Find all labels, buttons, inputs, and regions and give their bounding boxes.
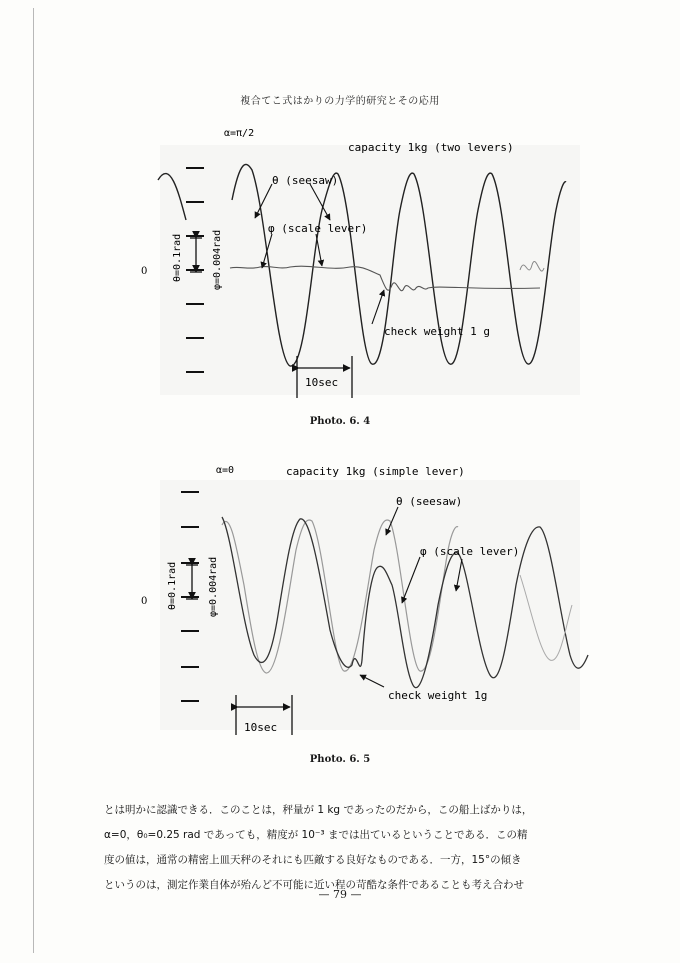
capacity-label: capacity 1kg (simple lever) <box>286 465 465 478</box>
phi-scale-label: φ=0.004rad <box>208 556 219 617</box>
scale-lever-annotation: φ (scale lever) <box>268 222 368 235</box>
body-paragraph <box>104 798 624 898</box>
time-scale-label: 10sec <box>244 721 278 734</box>
figure-photo-6-5 <box>0 455 680 755</box>
capacity-label: capacity 1kg (two levers) <box>348 141 514 154</box>
running-header: 複合てこ式はかりの力学的研究とその応用 <box>240 96 440 107</box>
zero-label: 0 <box>141 596 148 607</box>
zero-label: 0 <box>141 266 148 277</box>
phi-scale-label: φ=0.004rad <box>212 229 223 290</box>
alpha-label: α=π/2 <box>224 128 255 139</box>
check-weight-annotation: check weight 1g <box>388 689 488 702</box>
caption-photo-6-5: Photo. 6. 5 <box>309 754 371 765</box>
body-line: というのは，測定作業自体が殆んど不可能に近い程の苛酷な条件であることも考え合わせ <box>104 879 524 891</box>
body-line: 度の値は，通常の精密上皿天秤のそれにも匹敵する良好なものである．一方，15°の傾き <box>104 854 522 866</box>
seesaw-annotation: θ (seesaw) <box>272 174 339 187</box>
alpha-label: α=0 <box>216 465 235 476</box>
scale-lever-annotation: φ (scale lever) <box>420 545 520 558</box>
page-number: — 79 — <box>318 888 362 901</box>
check-weight-annotation: check weight 1 g <box>384 325 490 338</box>
caption-photo-6-4: Photo. 6. 4 <box>309 416 371 427</box>
photo-background <box>160 480 580 730</box>
theta-scale-label: θ=0.1rad <box>172 233 183 282</box>
oscilloscope-trace-photo-6-4 <box>0 120 680 420</box>
oscilloscope-trace-photo-6-5 <box>0 455 680 755</box>
body-line: α=0，θ₀=0.25 rad であっても，精度が 10⁻³ までは出ているということである．この精 <box>104 829 528 841</box>
body-line: とは明かに認識できる．このことは，秤量が 1 kg であったのだから，この船上ばかりは， <box>104 804 533 816</box>
theta-scale-label: θ=0.1rad <box>167 561 178 610</box>
time-scale-label: 10sec <box>305 376 339 389</box>
seesaw-annotation: θ (seesaw) <box>396 495 463 508</box>
figure-photo-6-4 <box>0 120 680 420</box>
